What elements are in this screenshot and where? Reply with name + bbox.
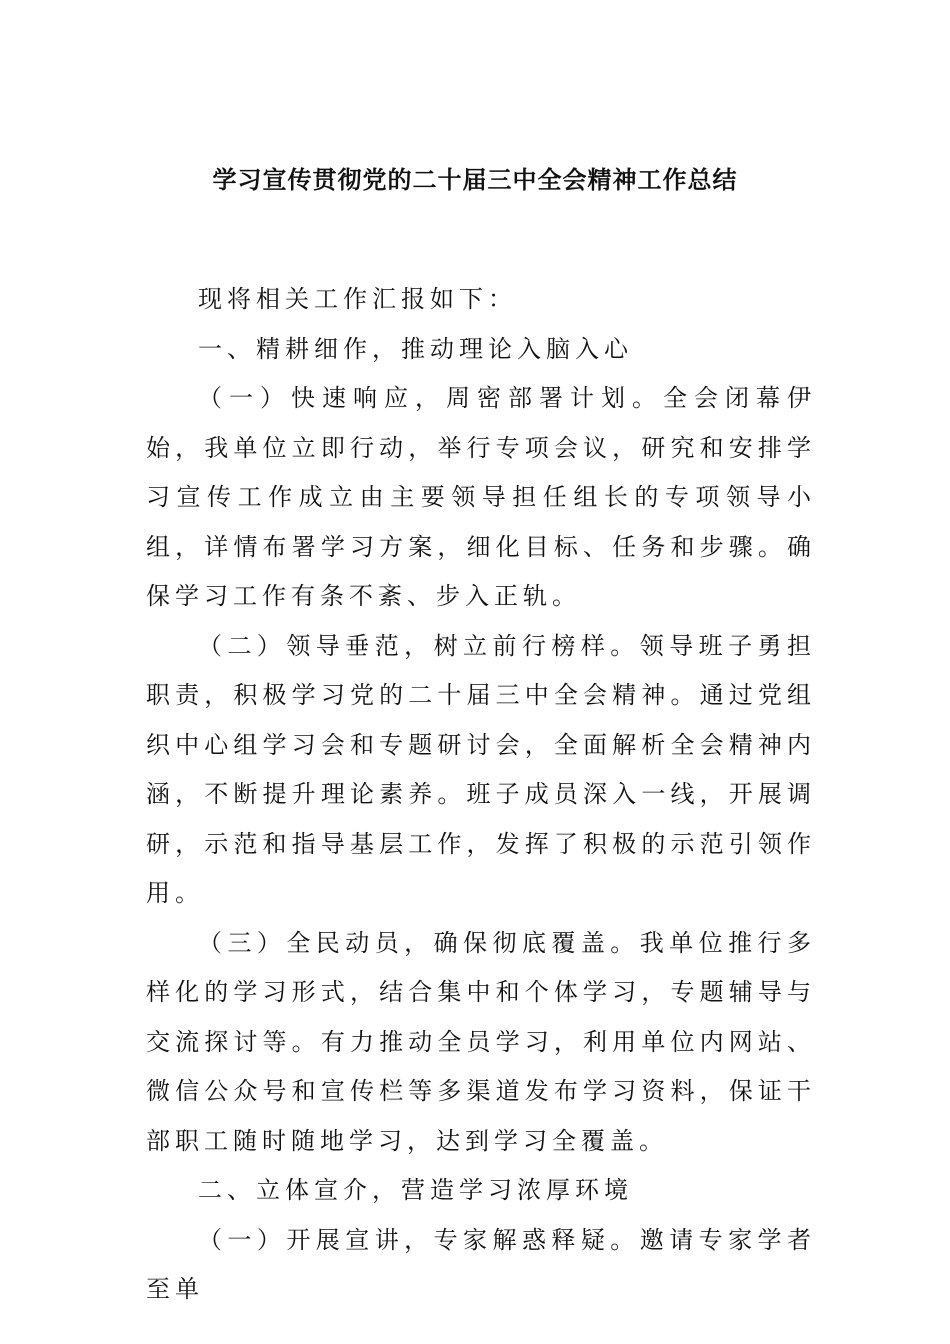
paragraph-1-1: （一）快速响应，周密部署计划。全会闭幕伊始，我单位立即行动，举行专项会议，研究和安排学习宣传工作成立由主要领导担任组长的专项领导小组，详情布署学习方案，细化目标、任务和步骤。确保学习工作有条不紊、步入正轨。 — [146, 384, 816, 610]
intro-paragraph: 现将相关工作汇报如下： — [198, 285, 517, 313]
paragraph-1-2: （二）领导垂范，树立前行榜样。领导班子勇担职责，积极学习党的二十届三中全会精神。通过党组织中心组学习会和专题研讨会，全面解析全会精神内涵，不断提升理论素养。班子成员深入一线，开展调研，示范和指导基层工作，发挥了积极的示范引领作用。 — [146, 631, 816, 907]
paragraph-2-1: （一）开展宣讲，专家解惑释疑。邀请专家学者至单 — [146, 1225, 816, 1303]
section-heading-1: 一、精耕细作，推动理论入脑入心 — [198, 334, 633, 363]
paragraph-1-3: （三）全民动员，确保彻底覆盖。我单位推行多样化的学习形式，结合集中和个体学习，专题辅导与交流探讨等。有力推动全员学习，利用单位内网站、微信公众号和宣传栏等多渠道发布学习资料，保证干部职工随时随地学习，达到学习全覆盖。 — [146, 928, 816, 1155]
document-title: 学习宣传贯彻党的二十届三中全会精神工作总结 — [212, 166, 738, 194]
document-body — [146, 275, 816, 1315]
section-heading-2: 二、立体宣介，营造学习浓厚环境 — [198, 1176, 633, 1204]
